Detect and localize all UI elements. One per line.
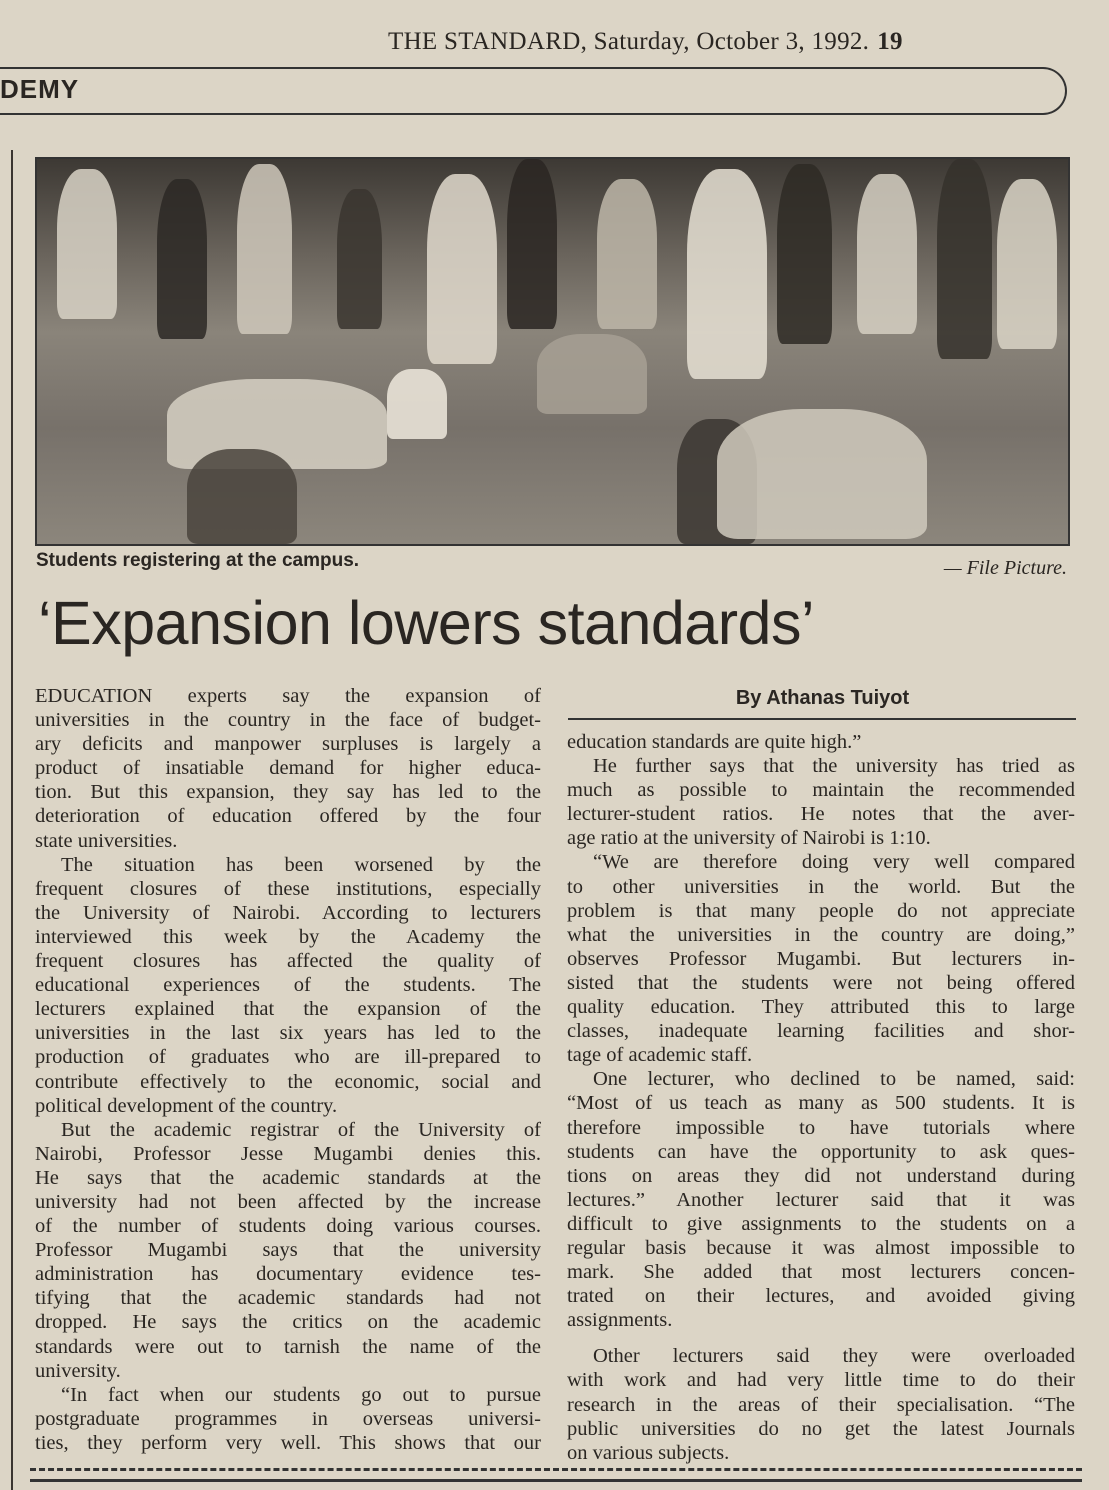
article-line: ary deficits and manpower surpluses is largely a <box>35 733 541 756</box>
article-line: deterioration of education offered by the four <box>35 805 541 828</box>
section-label: DEMY <box>0 74 80 104</box>
photo-caption: Students registering at the campus. <box>36 550 360 571</box>
byline: By Athanas Tuiyot <box>735 687 910 709</box>
photo-figure <box>777 164 832 344</box>
article-line: product of insatiable demand for higher educa- <box>35 757 541 780</box>
article-line: He further says that the university has tried as <box>593 755 1075 778</box>
bottom-border <box>30 1468 1082 1482</box>
article-line: with work and had very little time to do their <box>567 1369 1075 1392</box>
article-line: The situation has been worsened by the <box>61 853 541 876</box>
article-line: contribute effectively to the economic, social and <box>35 1070 541 1093</box>
article-line: ties, they perform very well. This shows that our <box>35 1431 541 1454</box>
photo-figure <box>687 169 767 379</box>
headline: ‘Expansion lowers standards’ <box>38 589 815 657</box>
article-paragraph <box>567 754 1075 850</box>
article-line: lecturer-student ratios. He notes that the aver- <box>567 803 1075 826</box>
photo-figure <box>537 334 647 414</box>
article-paragraph <box>567 730 1075 754</box>
photo-figure <box>717 409 927 539</box>
article-column-2 <box>567 730 1075 1465</box>
masthead <box>388 28 903 56</box>
photo-figure <box>57 169 117 319</box>
article-line: Other lecturers said they were overloaded <box>593 1345 1075 1368</box>
photo-figure <box>507 159 557 329</box>
article-line: state universities. <box>35 829 178 852</box>
article-line: universities in the country in the face of budget- <box>35 709 541 732</box>
article-line: standards were out to tarnish the name of the <box>35 1335 541 1358</box>
article-line: universities in the last six years has led to the <box>35 1022 541 1045</box>
article-line: observes Professor Mugambi. But lecturers in- <box>567 947 1075 970</box>
article-paragraph <box>567 850 1075 1067</box>
article-line: the University of Nairobi. According to lecturers <box>35 901 541 924</box>
page-number: 19 <box>877 28 903 55</box>
article-line: One lecturer, who declined to be named, said: <box>593 1068 1075 1091</box>
section-banner <box>0 67 1067 115</box>
article-paragraph <box>567 1344 1075 1464</box>
article-line: much as possible to maintain the recommended <box>567 779 1075 802</box>
article-line: But the academic registrar of the University of <box>61 1118 541 1141</box>
article-line: tifying that the academic standards had not <box>35 1287 541 1310</box>
article-line: university. <box>35 1359 121 1382</box>
article-line: production of graduates who are ill-prepared to <box>35 1046 541 1069</box>
article-line: research in the areas of their specialisation. “The <box>567 1393 1075 1416</box>
article-line: to other universities in the world. But the <box>567 875 1075 898</box>
photo-figure <box>937 159 992 359</box>
article-paragraph <box>35 1118 541 1383</box>
article-line: “We are therefore doing very well compared <box>593 851 1075 874</box>
article-line: Professor Mugambi says that the university <box>35 1239 541 1262</box>
article-line: on various subjects. <box>567 1441 730 1464</box>
article-line: mark. She added that most lecturers concen- <box>567 1261 1075 1284</box>
news-photo <box>35 157 1070 546</box>
photo-figure <box>997 179 1057 349</box>
article-line: difficult to give assignments to the students on a <box>567 1212 1075 1235</box>
article-line: dropped. He says the critics on the academic <box>35 1311 541 1334</box>
article-line: assignments. <box>567 1309 673 1332</box>
article-line: lecturers explained that the expansion of the <box>35 998 541 1021</box>
article-line: age ratio at the university of Nairobi is 1:10. <box>567 827 931 850</box>
photo-figure <box>427 174 497 364</box>
article-line: public universities do no get the latest Journals <box>567 1417 1075 1440</box>
article-line: interviewed this week by the Academy the <box>35 925 541 948</box>
article-line: classes, inadequate learning facilities and shor- <box>567 1020 1075 1043</box>
photo-figure <box>237 164 292 334</box>
article-line: tion. But this expansion, they say has led to the <box>35 781 541 804</box>
masthead-text: THE STANDARD, Saturday, October 3, 1992. <box>388 28 870 55</box>
photo-figure <box>857 174 917 334</box>
article-line: frequent closures of these institutions, especially <box>35 877 541 900</box>
article-line: trated on their lectures, and avoided giving <box>567 1285 1075 1308</box>
article-line: postgraduate programmes in overseas universi- <box>35 1407 541 1430</box>
article-line: EDUCATION experts say the expansion of <box>35 685 541 707</box>
photo-credit: — File Picture. <box>943 557 1067 579</box>
byline-rule <box>568 718 1076 720</box>
photo-figure <box>387 369 447 439</box>
article-line: problem is that many people do not appreciate <box>567 899 1075 922</box>
photo-figure <box>157 179 207 339</box>
article-line: therefore impossible to have tutorials where <box>567 1116 1075 1139</box>
article-line: regular basis because it was almost impossible to <box>567 1236 1075 1259</box>
photo-figure <box>597 179 657 329</box>
article-line: administration has documentary evidence tes- <box>35 1263 541 1286</box>
photo-figure <box>337 189 382 329</box>
article-line: frequent closures has affected the quality of <box>35 950 541 973</box>
article-line: what the universities in the country are doing,” <box>567 923 1075 946</box>
column-rule <box>11 150 13 1490</box>
article-line: political development of the country. <box>35 1094 338 1117</box>
photo-figure <box>187 449 297 544</box>
article-line: university had not been affected by the increase <box>35 1190 541 1213</box>
article-line: students can have the opportunity to ask ques- <box>567 1140 1075 1163</box>
article-line: education standards are quite high.” <box>567 731 862 753</box>
article-line: Nairobi, Professor Jesse Mugambi denies this. <box>35 1142 541 1165</box>
article-line: sisted that the students were not being offered <box>567 971 1075 994</box>
article-line: He says that the academic standards at the <box>35 1166 541 1189</box>
article-line: “In fact when our students go out to pursue <box>61 1383 541 1406</box>
article-paragraph <box>35 684 541 853</box>
article-column-1 <box>35 684 541 1455</box>
article-line: “Most of us teach as many as 500 students. It is <box>567 1092 1075 1115</box>
article-line: educational experiences of the students. The <box>35 974 541 997</box>
article-paragraph <box>35 853 541 1118</box>
article-line: tage of academic staff. <box>567 1044 753 1067</box>
article-paragraph <box>35 1383 541 1455</box>
article-line: lectures.” Another lecturer said that it was <box>567 1188 1075 1211</box>
article-line: quality education. They attributed this to large <box>567 996 1075 1019</box>
article-line: tions on areas they did not understand during <box>567 1164 1075 1187</box>
article-line: of the number of students doing various courses. <box>35 1215 541 1238</box>
article-paragraph <box>567 1067 1075 1332</box>
